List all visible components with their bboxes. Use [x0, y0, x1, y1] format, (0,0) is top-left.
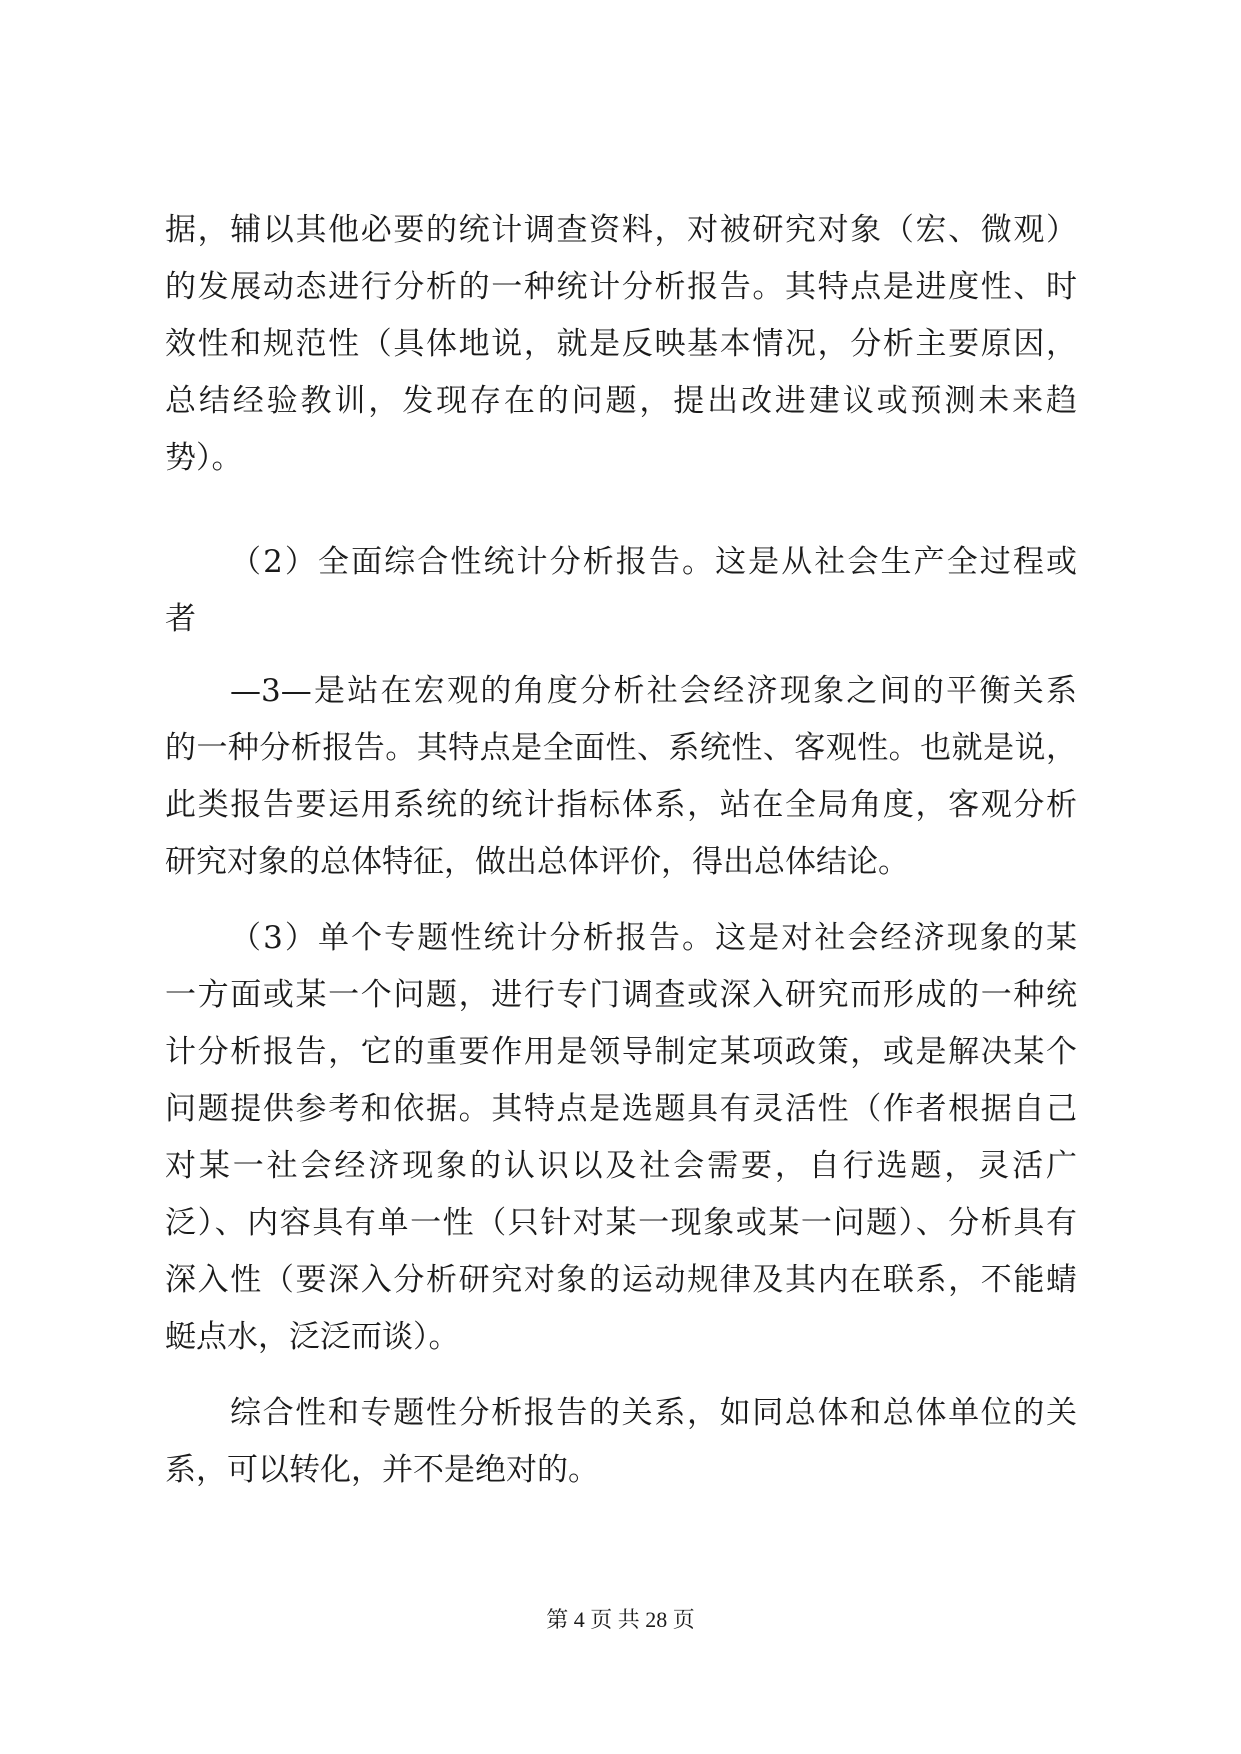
page-footer — [0, 1605, 1241, 1635]
body-line: 效性和规范性（具体地说，就是反映基本情况，分析主要原因， — [165, 326, 1077, 362]
body-line: （3）单个专题性统计分析报告。这是对社会经济现象的某 — [230, 920, 1077, 956]
body-line: （2）全面综合性统计分析报告。这是从社会生产全过程或 — [230, 544, 1077, 580]
page-number-label: 第 4 页 共 28 页 — [546, 1607, 695, 1632]
body-line: 对某一社会经济现象的认识以及社会需要，自行选题，灵活广 — [165, 1148, 1077, 1184]
body-line: 此类报告要运用系统的统计指标体系，站在全局角度，客观分析 — [165, 787, 1077, 823]
body-line: 深入性（要深入分析研究对象的运动规律及其内在联系，不能蜻 — [165, 1262, 1077, 1298]
body-line: 研究对象的总体特征，做出总体评价，得出总体结论。 — [165, 844, 909, 880]
body-line: —3—是站在宏观的角度分析社会经济现象之间的平衡关系 — [230, 673, 1077, 709]
body-line: 蜓点水，泛泛而谈）。 — [165, 1319, 460, 1355]
body-line: 综合性和专题性分析报告的关系，如同总体和总体单位的关 — [230, 1395, 1077, 1431]
body-line: 者 — [165, 601, 196, 637]
body-line: 的一种分析报告。其特点是全面性、系统性、客观性。也就是说， — [165, 730, 1077, 766]
body-line: 泛）、内容具有单一性（只针对某一现象或某一问题）、分析具有 — [165, 1205, 1077, 1241]
body-line: 的发展动态进行分析的一种统计分析报告。其特点是进度性、时 — [165, 269, 1077, 305]
body-line: 总结经验教训，发现存在的问题，提出改进建议或预测未来趋 — [165, 383, 1077, 419]
body-line: 势）。 — [165, 440, 243, 476]
body-line: 计分析报告，它的重要作用是领导制定某项政策，或是解决某个 — [165, 1034, 1077, 1070]
body-line: 一方面或某一个问题，进行专门调查或深入研究而形成的一种统 — [165, 977, 1077, 1013]
body-line: 据，辅以其他必要的统计调查资料，对被研究对象（宏、微观） — [165, 212, 1077, 248]
body-line: 问题提供参考和依据。其特点是选题具有灵活性（作者根据自己 — [165, 1091, 1077, 1127]
body-line: 系，可以转化，并不是绝对的。 — [165, 1452, 599, 1488]
